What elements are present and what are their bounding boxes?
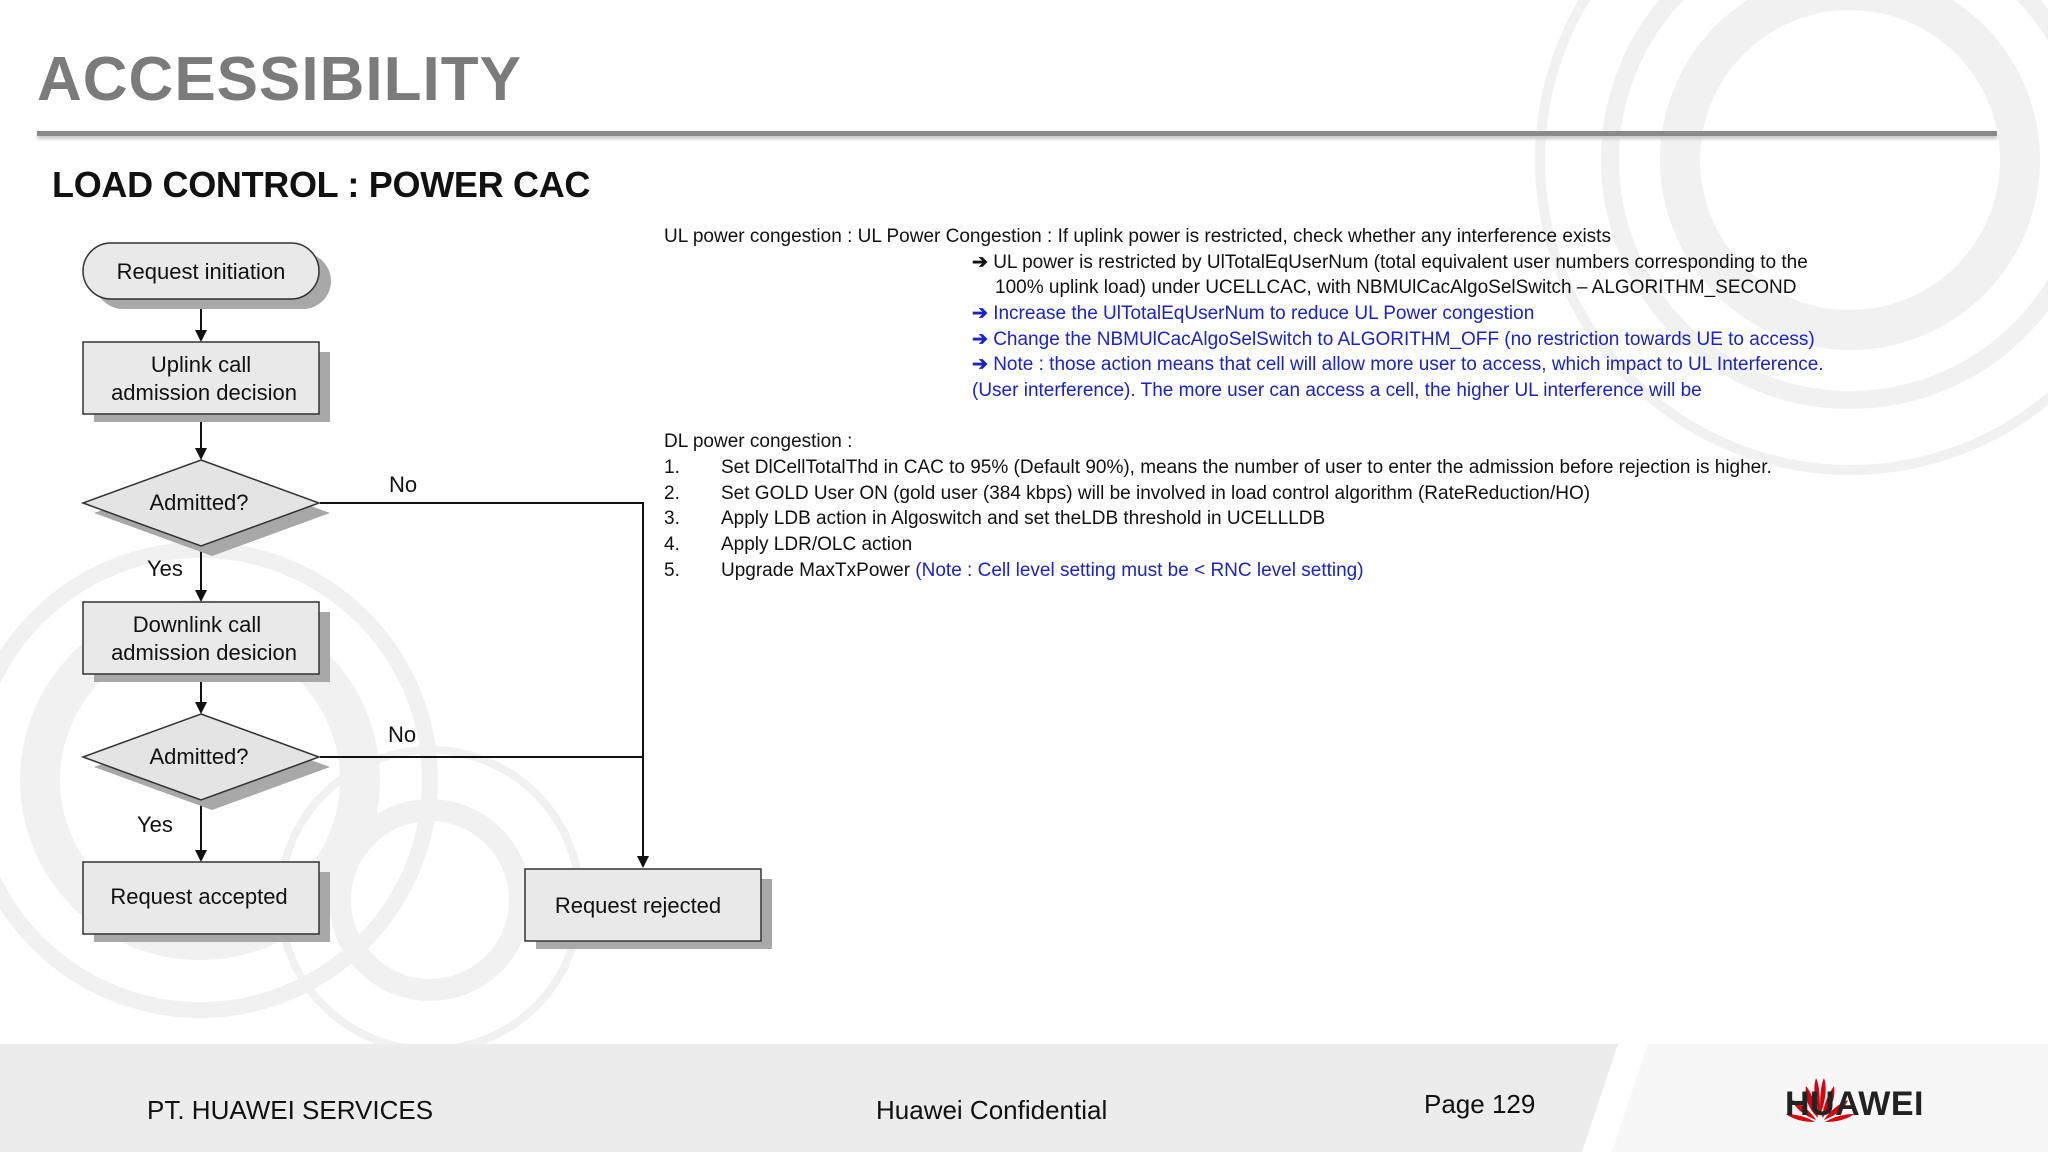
arrow-icon: ➔ (972, 329, 988, 350)
dl-item-4 (664, 532, 912, 558)
dl-item-text: Apply LDR/OLC action (721, 534, 913, 555)
request-rejected-node (525, 869, 772, 949)
ul-bullet-3-text: Change the NBMUlCacAlgoSelSwitch to ALGORITHM_OFF (no restriction towards UE to access) (993, 329, 1815, 350)
uplink-label-line2: admission decision (111, 380, 297, 405)
dl-item-note: (Note : Cell level setting must be < RNC level setting) (915, 560, 1364, 581)
page-number: Page 129 (1424, 1089, 1536, 1119)
dl-item-number: 5. (664, 560, 680, 581)
dl-item-text: Set GOLD User ON (gold user (384 kbps) will be involved in load control algorithm (RateReduction/HO) (721, 483, 1591, 504)
dl-item-number: 1. (664, 457, 680, 478)
uplink-process-node (83, 342, 330, 422)
slide-subtitle: LOAD CONTROL : POWER CAC (52, 164, 591, 205)
footer-confidential: Huawei Confidential (876, 1095, 1108, 1125)
ul-bullet-1 (972, 250, 1808, 276)
downlink-label-line2: admission desicion (111, 640, 297, 665)
no-label-1: No (389, 472, 418, 497)
dl-item-3 (664, 506, 1325, 532)
yes-label-2: Yes (137, 812, 173, 837)
request-rejected-label: Request rejected (554, 893, 722, 918)
ul-bullet-1-continuation: 100% uplink load) under UCELLCAC, with NBMUlCacAlgoSelSwitch – ALGORITHM_SECOND (995, 277, 1797, 298)
decision-2-label: Admitted? (149, 744, 249, 769)
arrow-icon: ➔ (972, 252, 988, 273)
ul-bullet-3 (972, 327, 1815, 353)
footer-company: PT. HUAWEI SERVICES (147, 1095, 434, 1125)
dl-item-text: Apply LDB action in Algoswitch and set theLDB threshold in UCELLLDB (721, 508, 1326, 529)
dl-item-1 (664, 455, 1772, 481)
dl-item-2 (664, 481, 1590, 507)
dl-item-text: Upgrade MaxTxPower (721, 560, 916, 581)
arrow-icon: ➔ (972, 354, 988, 375)
ul-bullet-4-text: Note : those action means that cell will allow more user to access, which impact to UL Interference. (993, 354, 1824, 375)
yes-label-1: Yes (147, 556, 183, 581)
start-label: Request initiation (116, 259, 286, 284)
downlink-process-node (83, 602, 330, 682)
huawei-logo-text: HUAWEI (1785, 1085, 1924, 1123)
decision-1-label: Admitted? (149, 490, 249, 515)
ul-heading: UL power congestion : UL Power Congestion : If uplink power is restricted, check whether any interference exists (664, 226, 1611, 247)
slide-title: ACCESSIBILITY (37, 45, 522, 114)
ul-bullet-4-continuation: (User interference). The more user can access a cell, the higher UL interference will be (972, 380, 1702, 401)
request-accepted-label: Request accepted (110, 884, 288, 909)
dl-item-number: 3. (664, 508, 680, 529)
arrow-icon: ➔ (972, 303, 988, 324)
ul-bullet-4 (972, 352, 1824, 378)
uplink-label-line1: Uplink call (150, 352, 252, 377)
dl-item-text: Set DlCellTotalThd in CAC to 95% (Default 90%), means the number of user to enter the admission before rejection is higher. (721, 457, 1772, 478)
start-node (83, 243, 331, 309)
decision-node-1 (83, 460, 330, 556)
no-label-2: No (388, 722, 417, 747)
ul-bullet-1-text: UL power is restricted by UlTotalEqUserNum (total equivalent user numbers corresponding to the (993, 252, 1808, 273)
dl-item-number: 4. (664, 534, 680, 555)
request-accepted-node (83, 862, 330, 942)
ul-bullet-2-text: Increase the UlTotalEqUserNum to reduce UL Power congestion (993, 303, 1535, 324)
dl-item-number: 2. (664, 483, 680, 504)
downlink-label-line1: Downlink call (132, 612, 262, 637)
dl-heading: DL power congestion : (664, 431, 853, 452)
dl-item-5 (664, 558, 1364, 584)
decision-node-2 (83, 714, 330, 810)
ul-bullet-2 (972, 301, 1534, 327)
